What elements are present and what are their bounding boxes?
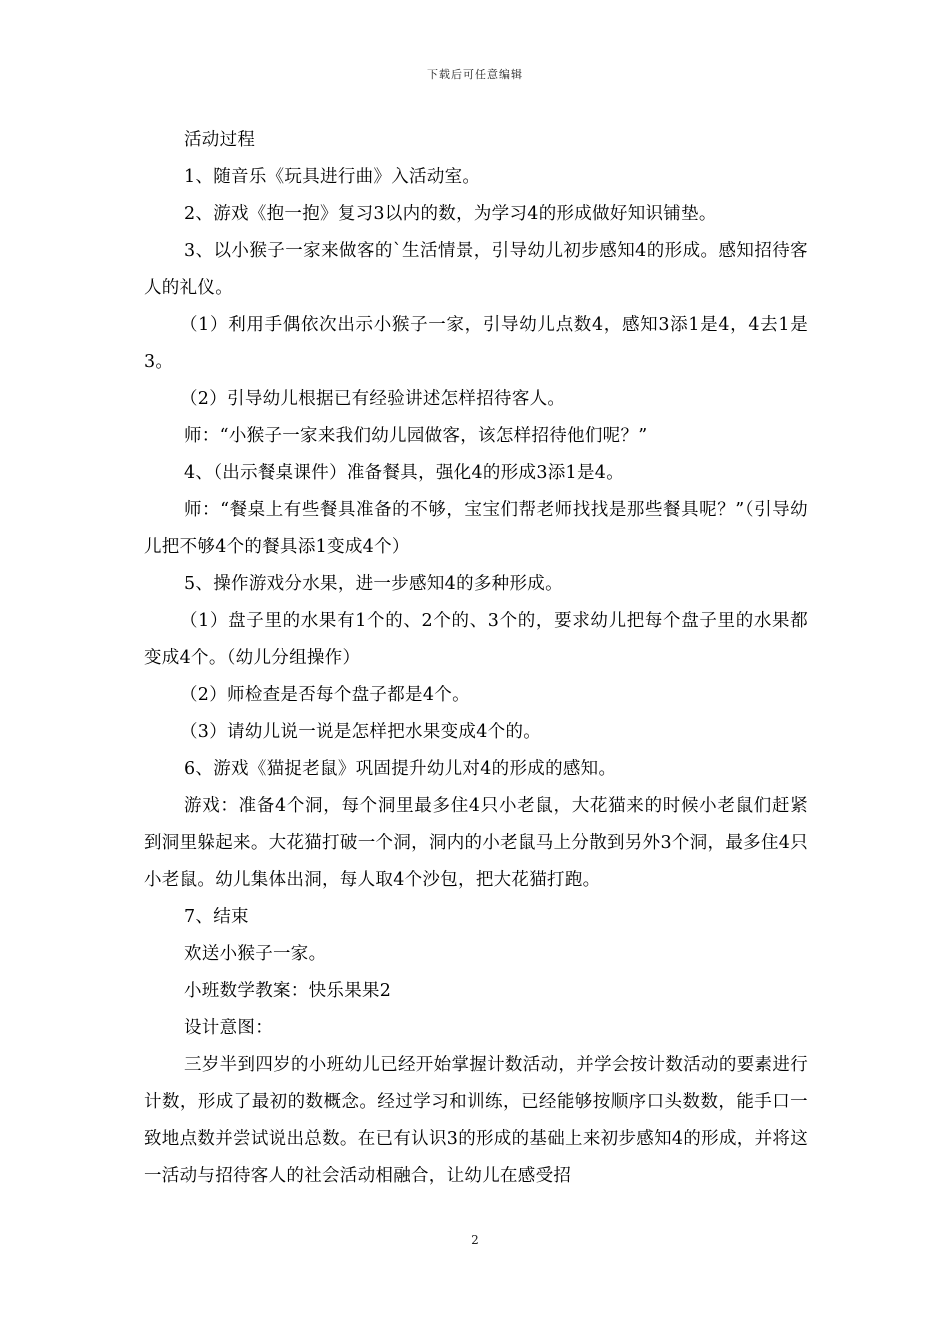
paragraph: （2）引导幼儿根据已有经验讲述怎样招待客人。: [180, 389, 566, 409]
paragraph: 欢送小猴子一家。: [184, 944, 327, 964]
document-body: [144, 122, 808, 1195]
paragraph: 1、随音乐《玩具进行曲》入活动室。: [184, 167, 481, 187]
paragraph: 4、（出示餐桌课件）准备餐具，强化4的形成3添1是4。: [184, 463, 625, 483]
paragraph: 7、结束: [184, 907, 249, 927]
paragraph: 三岁半到四岁的小班幼儿已经开始掌握计数活动，并学会按计数活动的要素进行计数，形成了最初的数概念。经过学习和训练，已经能够按顺序口头数数，能手口一致地点数并尝试说出总数。在已有认识3的形成的基础上来初步感知4的形成，并将这一活动与招待客人的社会活动相融合，让幼儿在感受招: [144, 1055, 808, 1186]
paragraph: （2）师检查是否每个盘子都是4个。: [180, 685, 470, 705]
paragraph: 设计意图：: [184, 1018, 273, 1038]
paragraph: 师：“餐桌上有些餐具准备的不够，宝宝们帮老师找找是那些餐具呢？”（引导幼儿把不够4个的餐具添1变成4个）: [144, 500, 808, 557]
paragraph: （1）利用手偶依次出示小猴子一家，引导幼儿点数4，感知3添1是4，4去1是3。: [144, 315, 808, 372]
paragraph: 游戏：准备4个洞，每个洞里最多住4只小老鼠，大花猫来的时候小老鼠们赶紧到洞里躲起来。大花猫打破一个洞，洞内的小老鼠马上分散到另外3个洞，最多住4只小老鼠。幼儿集体出洞，每人取4个沙包，把大花猫打跑。: [144, 796, 808, 890]
paragraph: 3、以小猴子一家来做客的`生活情景，引导幼儿初步感知4的形成。感知招待客人的礼仪。: [144, 241, 808, 298]
page-number: 2: [471, 1233, 479, 1247]
page-header: 下载后可任意编辑: [427, 68, 523, 81]
paragraph: （3）请幼儿说一说是怎样把水果变成4个的。: [180, 722, 542, 742]
paragraph: 2、游戏《抱一抱》复习3以内的数，为学习4的形成做好知识铺垫。: [184, 204, 717, 224]
paragraph: 5、操作游戏分水果，进一步感知4的多种形成。: [184, 574, 563, 594]
paragraph: 6、游戏《猫捉老鼠》巩固提升幼儿对4的形成的感知。: [184, 759, 617, 779]
paragraph: （1）盘子里的水果有1个的、2个的、3个的，要求幼儿把每个盘子里的水果都变成4个。（幼儿分组操作）: [144, 611, 808, 668]
paragraph: 师：“小猴子一家来我们幼儿园做客，该怎样招待他们呢？”: [184, 426, 648, 446]
paragraph: 活动过程: [184, 130, 256, 150]
paragraph: 小班数学教案：快乐果果2: [184, 981, 392, 1001]
